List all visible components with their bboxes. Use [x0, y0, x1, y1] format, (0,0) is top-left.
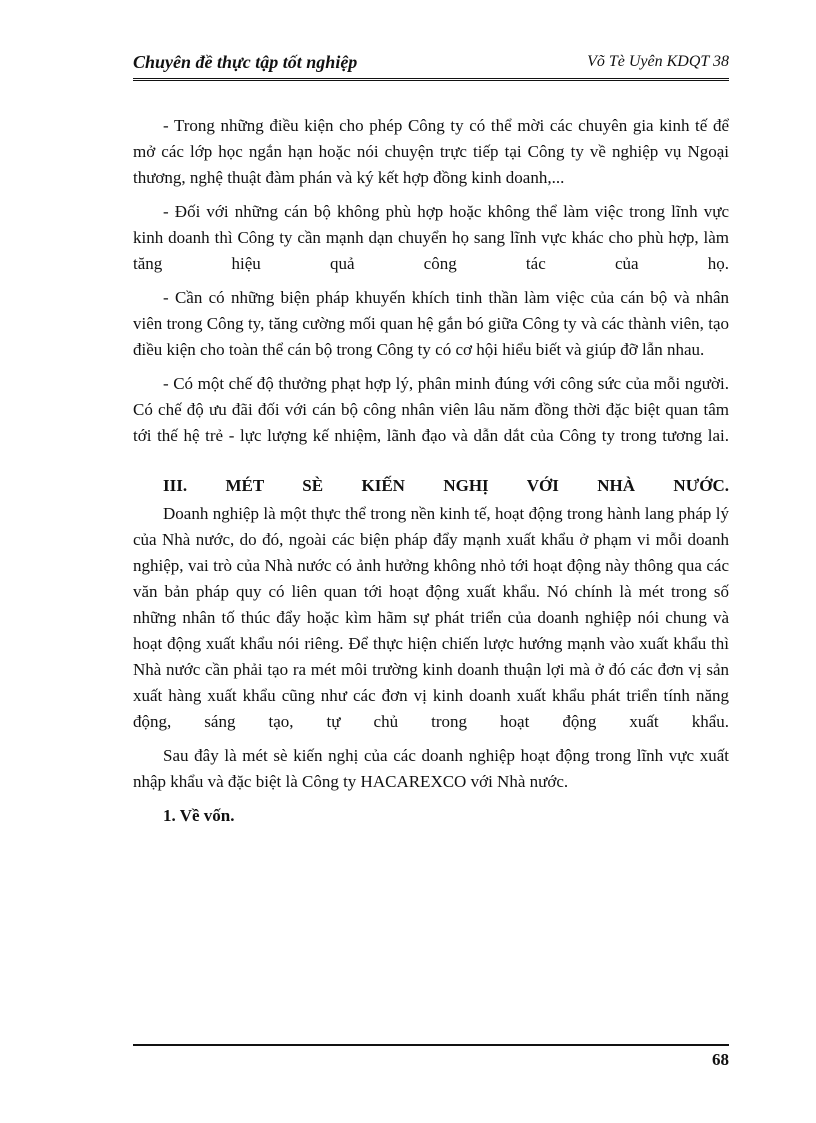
page-body — [133, 113, 729, 829]
paragraph-training: - Trong những điều kiện cho phép Công ty có thể mời các chuyên gia kinh tế để mở các lớp học ngắn hạn hoặc nói chuyện trực tiếp tại Công ty về nghiệp vụ Ngoại thương, nghệ thuật đàm phán và ký kết hợp đồng kinh doanh,... — [133, 116, 729, 187]
subsection-heading: 1. Về vốn. — [163, 806, 235, 825]
section-heading: III. MÉT SÈ KIẾN NGHỊ VỚI NHÀ NƯỚC. — [163, 476, 729, 495]
footer-rule — [133, 1044, 729, 1046]
paragraph-recommendations-intro: Sau đây là mét sè kiến nghị của các doanh nghiệp hoạt động trong lĩnh vực xuất nhập khẩu và đặc biệt là Công ty HACAREXCO với Nhà nước. — [133, 746, 729, 791]
header-document-title: Chuyên đề thực tập tốt nghiệp — [133, 52, 358, 72]
page-number: 68 — [712, 1050, 729, 1069]
running-header — [133, 50, 729, 81]
paragraph-motivation: - Cần có những biện pháp khuyến khích tinh thần làm việc của cán bộ và nhân viên trong Công ty, tăng cường mối quan hệ gắn bó giữa Công ty và các thành viên, tạo điều kiện cho toàn thể cán bộ trong Công ty có cơ hội hiểu biết và giúp đỡ lẫn nhau. — [133, 288, 729, 359]
paragraph-staff-transfer: - Đối với những cán bộ không phù hợp hoặc không thể làm việc trong lĩnh vực kinh doanh thì Công ty cần mạnh dạn chuyển họ sang lĩnh vực khác cho phù hợp, làm tăng hiệu quả công tác của họ. — [133, 202, 729, 273]
paragraph-state-role: Doanh nghiệp là một thực thể trong nền kinh tế, hoạt động trong hành lang pháp lý của Nhà nước, do đó, ngoài các biện pháp đẩy mạnh xuất khẩu ở phạm vi mỗi doanh nghiệp, vai trò của Nhà nước có ảnh hưởng không nhỏ tới hoạt động này thông qua các văn bản pháp quy có liên quan tới hoạt động xuất khẩu. Nó chính là mét trong số những nhân tố thúc đẩy hoặc kìm hãm sự phát triển của doanh nghiệp nói chung và hoạt động xuất khẩu nói riêng. Để thực hiện chiến lược hướng mạnh vào xuất khẩu thì Nhà nước cần phải tạo ra mét môi trường kinh doanh thuận lợi mà ở đó các đơn vị sản xuất hàng xuất khẩu cũng như các đơn vị kinh doanh xuất khẩu phát triển tính năng động, sáng tạo, tự chủ trong hoạt động xuất khẩu. — [133, 504, 729, 731]
paragraph-rewards: - Có một chế độ thưởng phạt hợp lý, phân minh đúng với công sức của mỗi người. Có chế độ ưu đãi đối với cán bộ công nhân viên lâu năm đồng thời đặc biệt quan tâm tới thế hệ trẻ - lực lượng kế nhiệm, lãnh đạo và dẫn dắt của Công ty trong tương lai. — [133, 374, 729, 445]
header-author: Võ Tè Uyên KDQT 38 — [587, 53, 729, 70]
